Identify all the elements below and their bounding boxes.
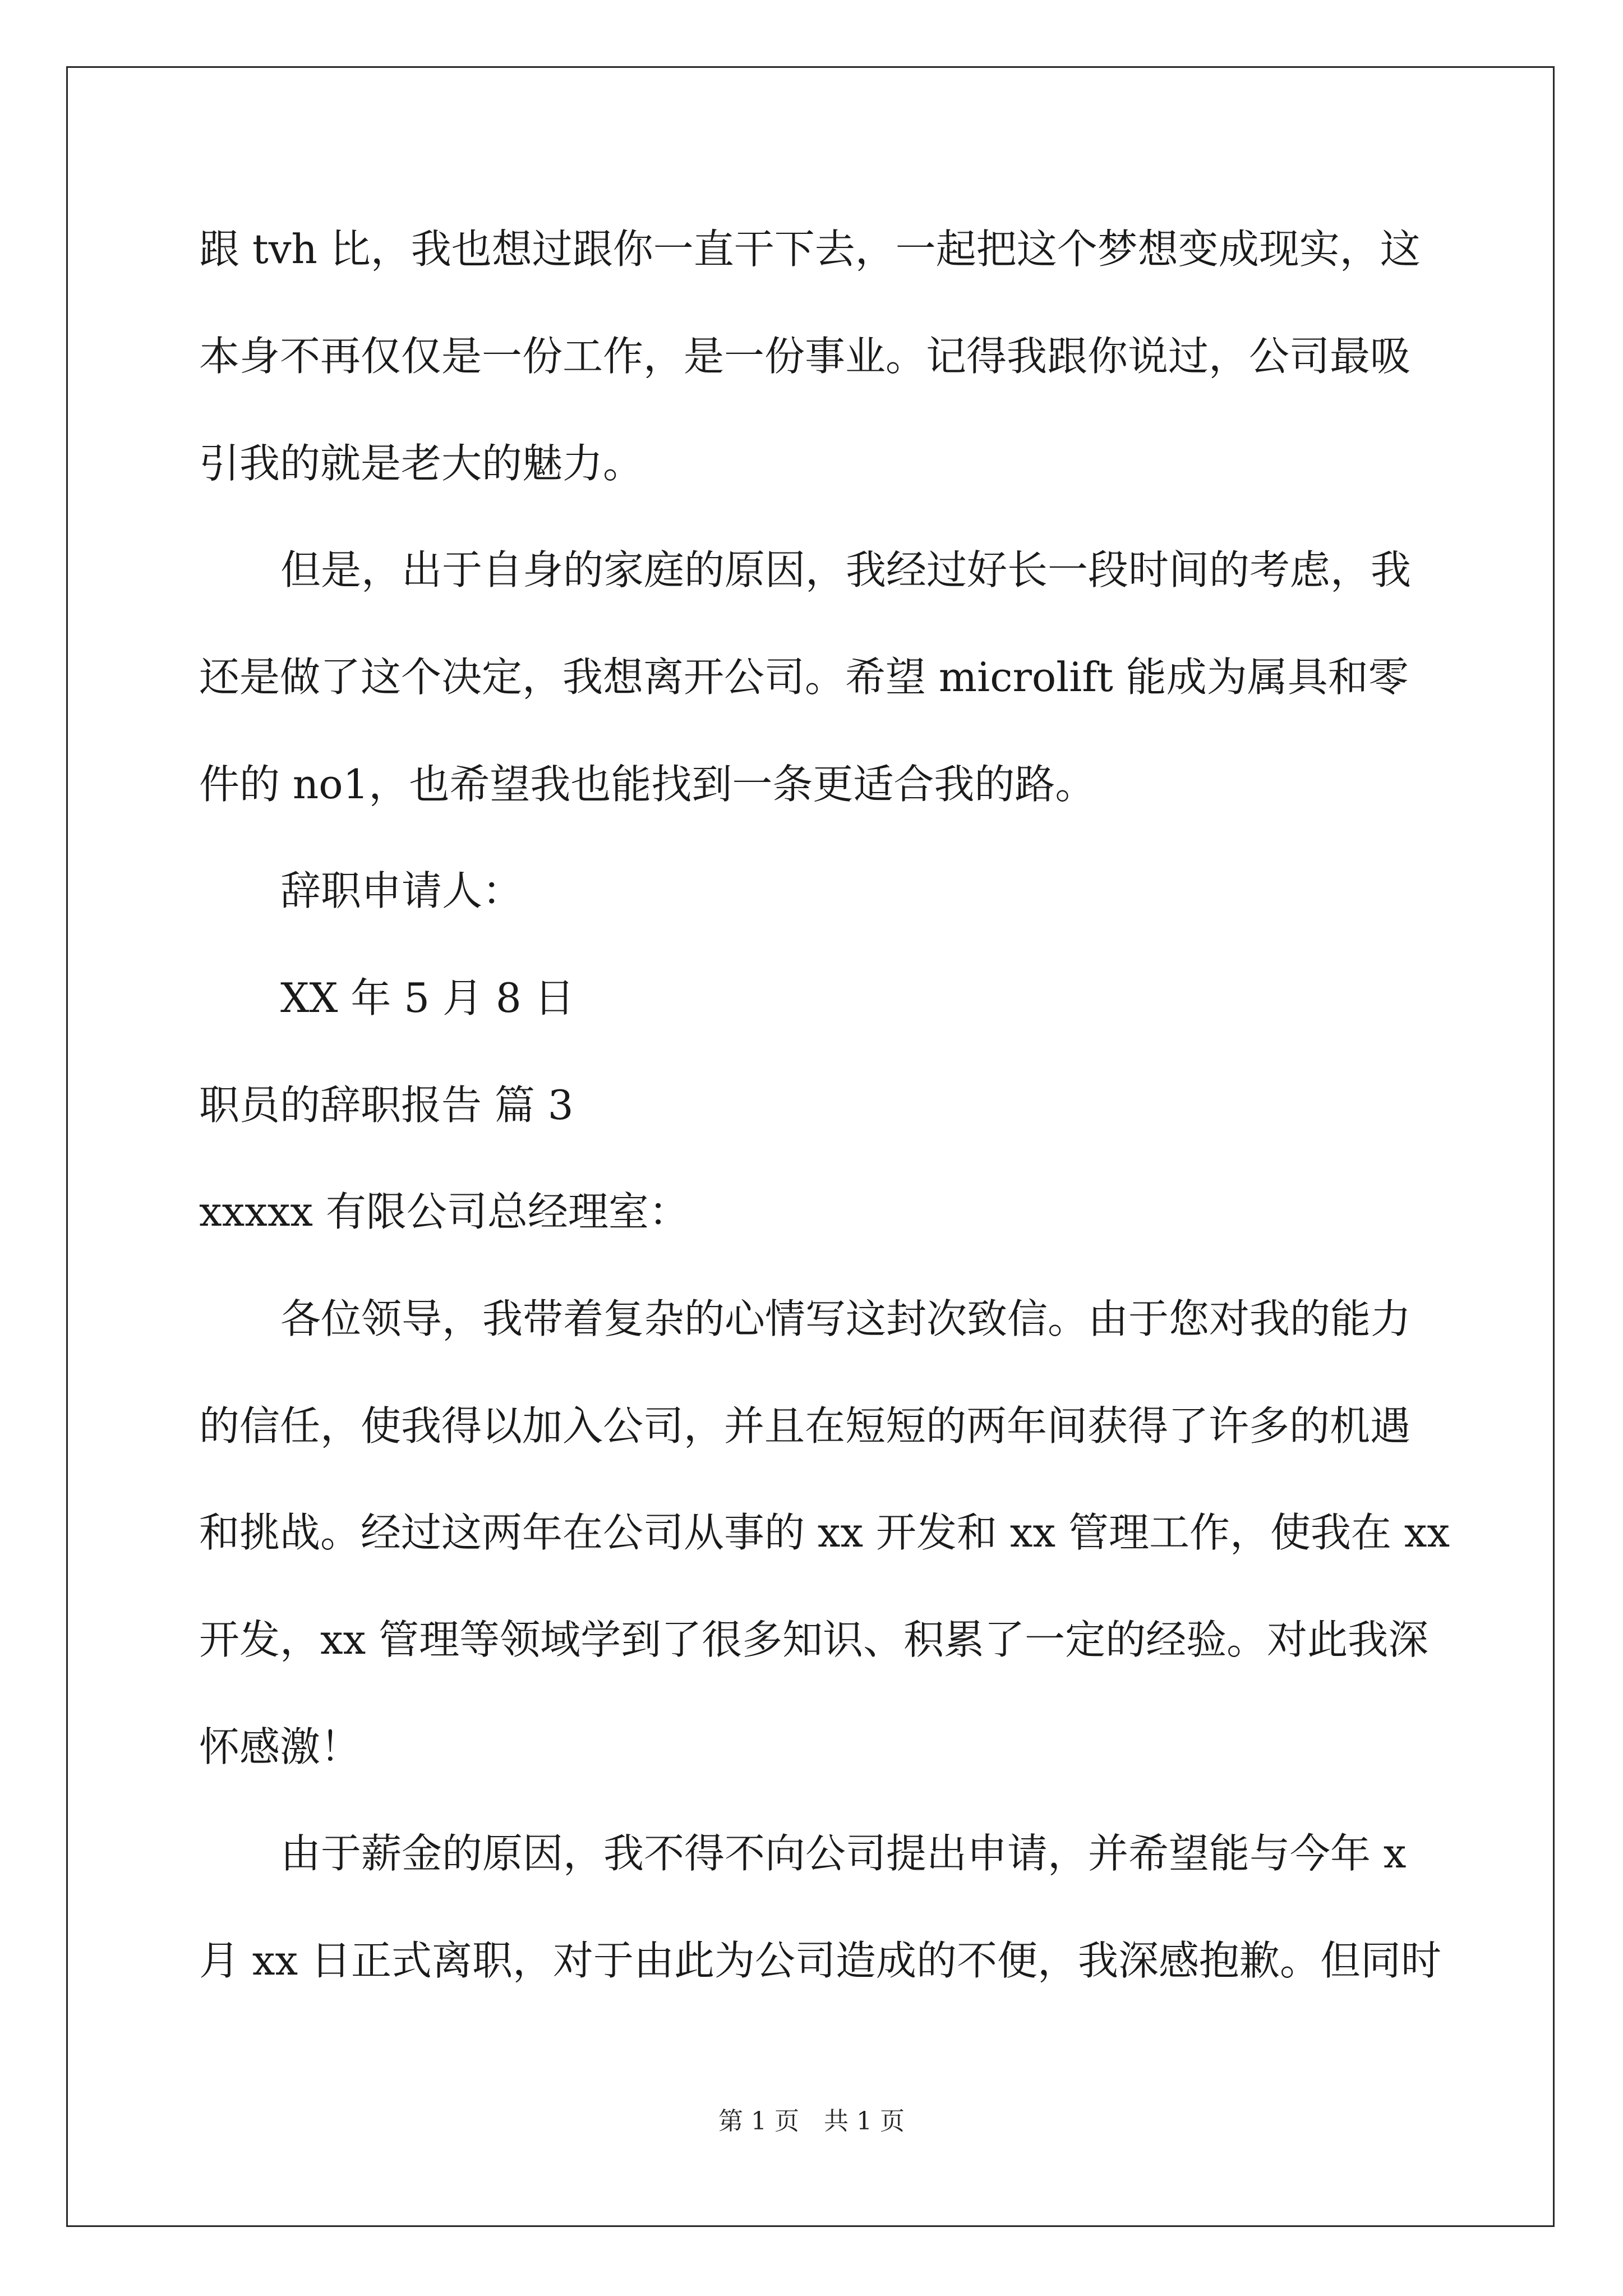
body-line: 件的 no1，也希望我也能找到一条更适合我的路。 bbox=[199, 761, 1096, 808]
body-line: 和挑战。经过这两年在公司从事的 xx 开发和 xx 管理工作，使我在 xx bbox=[199, 1509, 1450, 1556]
date-line: XX 年 5 月 8 日 bbox=[280, 974, 575, 1022]
body-line: 月 xx 日正式离职，对于由此为公司造成的不便，我深感抱歉。但同时 bbox=[199, 1937, 1441, 1984]
body-line: 的信任，使我得以加入公司，并且在短短的两年间获得了许多的机遇 bbox=[199, 1402, 1411, 1450]
body-line: 由于薪金的原因，我不得不向公司提出申请，并希望能与今年 x bbox=[280, 1830, 1407, 1877]
body-line: 但是，出于自身的家庭的原因，我经过好长一段时间的考虑，我 bbox=[280, 546, 1412, 593]
body-line: 引我的就是老大的魅力。 bbox=[199, 440, 644, 487]
body-line: 各位领导，我带着复杂的心情写这封次致信。由于您对我的能力 bbox=[280, 1295, 1412, 1342]
page-border bbox=[66, 66, 1555, 2227]
body-line: 怀感激！ bbox=[199, 1723, 361, 1770]
body-line: 开发，xx 管理等领域学到了很多知识、积累了一定的经验。对此我深 bbox=[199, 1616, 1429, 1663]
signature-label: 辞职申请人： bbox=[280, 867, 523, 914]
body-line: 本身不再仅仅是一份工作，是一份事业。记得我跟你说过，公司最吸 bbox=[199, 333, 1411, 380]
section-heading: 职员的辞职报告 篇 3 bbox=[199, 1082, 574, 1129]
body-line: 跟 tvh 比，我也想过跟你一直干下去，一起把这个梦想变成现实，这 bbox=[199, 226, 1421, 273]
addressee-line: xxxxx 有限公司总经理室： bbox=[199, 1188, 689, 1235]
page-footer: 第 1 页 共 1 页 bbox=[718, 2107, 905, 2136]
body-line: 还是做了这个决定，我想离开公司。希望 microlift 能成为属具和零 bbox=[199, 654, 1409, 701]
